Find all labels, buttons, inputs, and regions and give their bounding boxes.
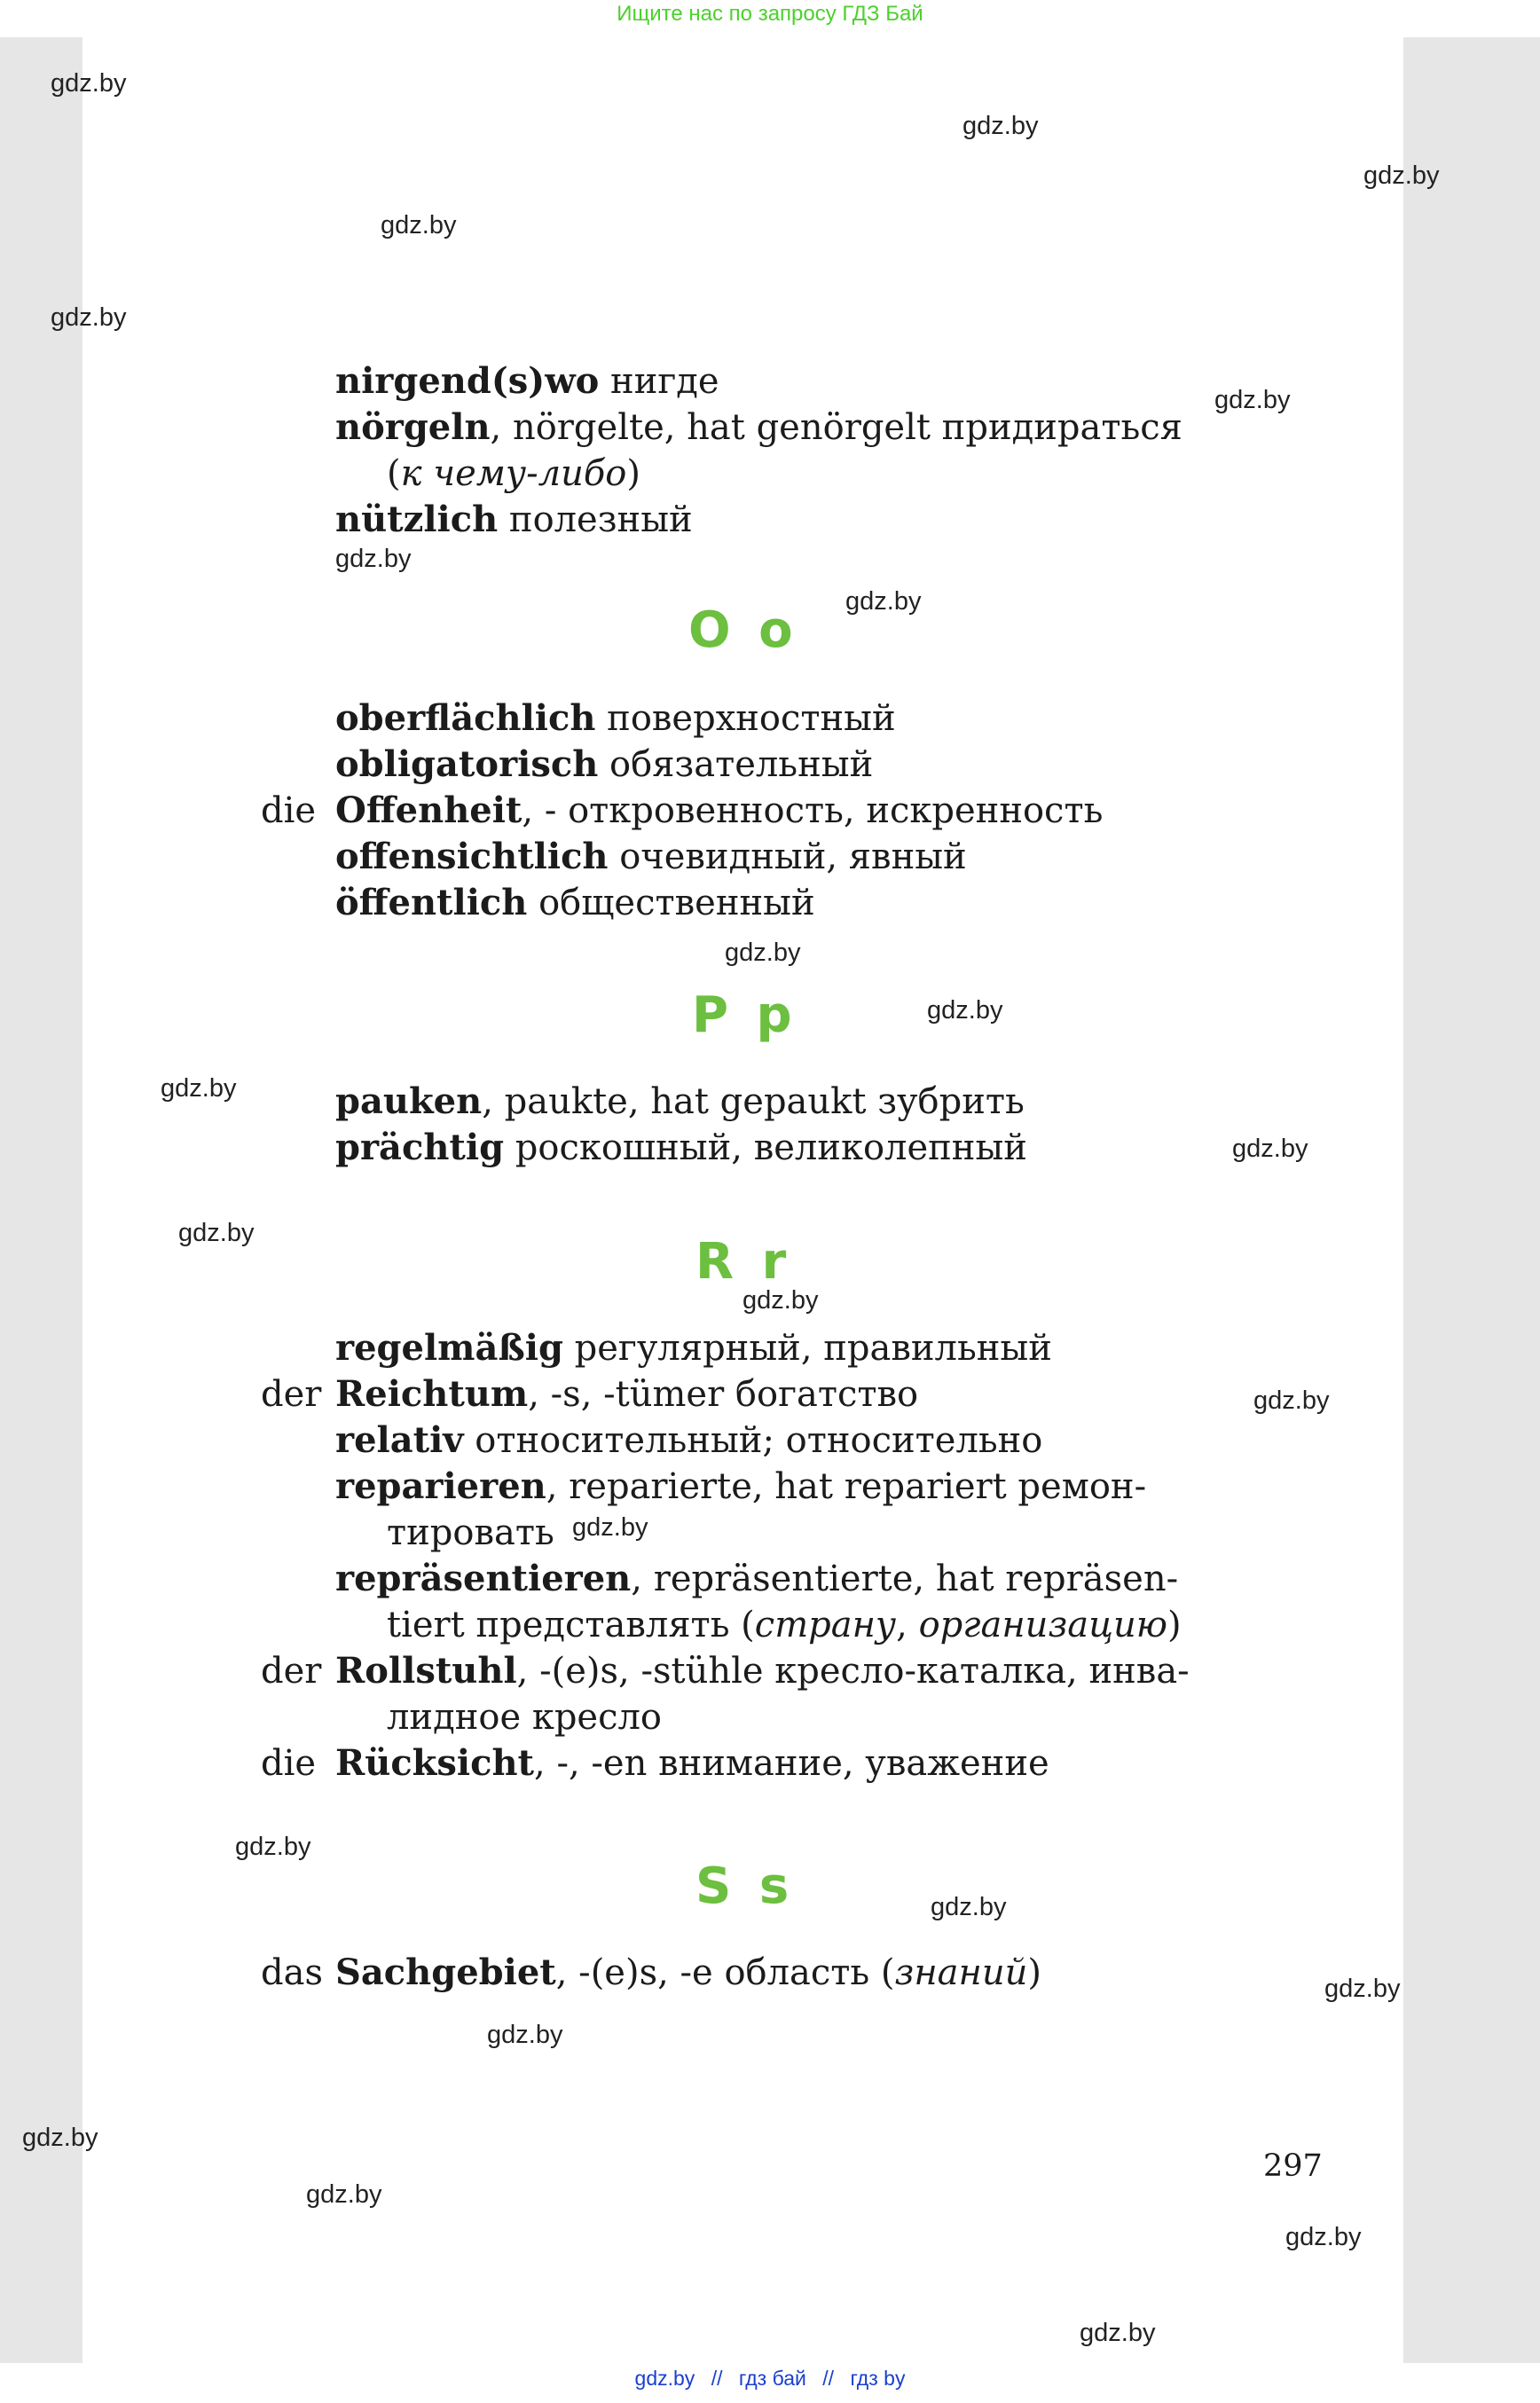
watermark: gdz.by <box>931 1893 1007 1921</box>
translation: очевидный, явный <box>608 836 967 877</box>
translation: , nörgelte, hat genörgelt придираться <box>490 407 1182 448</box>
watermark: gdz.by <box>725 938 801 967</box>
headword: öffentlich <box>335 882 528 923</box>
watermark: gdz.by <box>335 545 412 573</box>
entry-pauken <box>335 1079 1025 1125</box>
headword: relativ <box>335 1419 464 1461</box>
watermark: gdz.by <box>51 69 127 98</box>
translation: общественный <box>527 883 815 923</box>
watermark: gdz.by <box>962 112 1039 140</box>
article: die <box>261 1743 317 1784</box>
translation: полезный <box>498 499 693 540</box>
translation: относительный; относительно <box>463 1420 1043 1461</box>
page-number: 297 <box>1263 2148 1323 2184</box>
entry-repraesentieren-continued: tiert представлять (страну, организацию) <box>387 1605 1182 1645</box>
entry-noergeln <box>335 404 1182 451</box>
watermark: gdz.by <box>1080 2319 1156 2347</box>
translation: , reparierte, hat repariert ремон- <box>546 1466 1147 1507</box>
section-letter-r: R r <box>695 1233 792 1291</box>
translation: обязательный <box>598 744 874 785</box>
entry-rollstuhl-continued: лидное кресло <box>387 1697 662 1738</box>
section-letter-p: P p <box>692 986 798 1044</box>
watermark: gdz.by <box>1253 1386 1330 1415</box>
entry-oberflaechlich <box>335 695 896 742</box>
entry-offenheit <box>261 788 1104 834</box>
headword: repräsentieren <box>335 1558 632 1599</box>
watermark: gdz.by <box>845 587 922 616</box>
headword: offensichtlich <box>335 836 609 877</box>
headword: Rücksicht <box>335 1742 535 1784</box>
headword: pauken <box>335 1080 483 1122</box>
entry-obligatorisch <box>335 742 873 788</box>
entry-nuetzlich <box>335 497 693 543</box>
article: der <box>261 1651 322 1692</box>
translation: , - откровенность, искренность <box>522 790 1104 831</box>
headword: Sachgebiet <box>335 1951 556 1993</box>
entry-oeffentlich <box>335 880 815 926</box>
watermark: gdz.by <box>161 1074 237 1103</box>
translation: , paukte, hat gepaukt зубрить <box>482 1081 1025 1122</box>
footer-links <box>0 2367 1540 2391</box>
watermark: gdz.by <box>487 2021 563 2049</box>
watermark: gdz.by <box>927 996 1003 1025</box>
entry-noergeln-continued: (к чему-либо) <box>387 453 640 494</box>
headword: Offenheit <box>335 789 522 831</box>
translation: поверхностный <box>595 698 896 739</box>
headword: regelmäßig <box>335 1327 563 1369</box>
entry-reichtum <box>261 1371 919 1417</box>
headword: nörgeln <box>335 406 491 448</box>
translation: , repräsentierte, hat repräsen- <box>631 1559 1179 1599</box>
section-letter-s: S s <box>695 1857 795 1915</box>
translation: , -s, -tümer богатство <box>528 1374 919 1415</box>
watermark: gdz.by <box>1232 1135 1308 1163</box>
watermark: gdz.by <box>178 1219 255 1247</box>
right-margin-band <box>1403 37 1540 2363</box>
entry-rollstuhl <box>261 1648 1190 1694</box>
watermark: gdz.by <box>1214 386 1291 414</box>
translation: регулярный, правильный <box>562 1328 1052 1369</box>
section-letter-o: O o <box>688 601 798 659</box>
watermark: gdz.by <box>1285 2223 1362 2251</box>
entry-repraesentieren <box>335 1556 1178 1602</box>
entry-ruecksicht <box>261 1740 1049 1787</box>
note: к чему-либо <box>400 453 627 494</box>
top-banner[interactable]: Ищите нас по запросу ГДЗ Бай <box>617 2 923 26</box>
entry-offensichtlich <box>335 834 967 880</box>
entry-nirgendwo <box>335 358 719 404</box>
translation: нигде <box>599 361 719 402</box>
watermark: gdz.by <box>306 2180 382 2209</box>
entry-praechtig <box>335 1125 1027 1171</box>
entry-reparieren-continued: тировать <box>387 1512 554 1553</box>
watermark: gdz.by <box>742 1286 819 1315</box>
translation: , -, -en внимание, уважение <box>534 1743 1049 1784</box>
headword: oberflächlich <box>335 697 596 739</box>
watermark: gdz.by <box>51 303 127 332</box>
entry-sachgebiet: das Sachgebiet, -(e)s, -e область (знаний) <box>335 1950 1041 1996</box>
article: der <box>261 1374 322 1415</box>
entry-regelmaessig <box>335 1325 1052 1371</box>
translation: роскошный, великолепный <box>504 1127 1027 1168</box>
footer-separator: // <box>822 2367 835 2390</box>
watermark: gdz.by <box>1324 1975 1401 2003</box>
footer-separator: // <box>711 2367 723 2390</box>
article: das <box>261 1952 323 1993</box>
watermark: gdz.by <box>381 211 457 240</box>
footer-link-gdz-bai[interactable]: гдз бай <box>738 2367 806 2390</box>
headword: obligatorisch <box>335 743 599 785</box>
watermark: gdz.by <box>572 1513 648 1542</box>
article: die <box>261 790 317 831</box>
translation: , -(e)s, -e область ( <box>555 1952 895 1993</box>
left-margin-band <box>0 37 82 2363</box>
watermark: gdz.by <box>1363 161 1440 190</box>
translation: , -(e)s, -stühle кресло-каталка, инва- <box>516 1651 1190 1692</box>
entry-reparieren <box>335 1464 1146 1510</box>
footer-link-gdz-by-ru[interactable]: гдз by <box>850 2367 906 2390</box>
headword: nützlich <box>335 499 499 540</box>
footer-link-gdz-by[interactable]: gdz.by <box>634 2367 695 2390</box>
headword: reparieren <box>335 1465 546 1507</box>
headword: prächtig <box>335 1127 505 1168</box>
entry-relativ <box>335 1417 1042 1464</box>
watermark: gdz.by <box>235 1833 311 1861</box>
headword: Reichtum <box>335 1373 529 1415</box>
watermark: gdz.by <box>22 2124 98 2152</box>
headword: nirgend(s)wo <box>335 360 600 402</box>
headword: Rollstuhl <box>335 1650 517 1692</box>
